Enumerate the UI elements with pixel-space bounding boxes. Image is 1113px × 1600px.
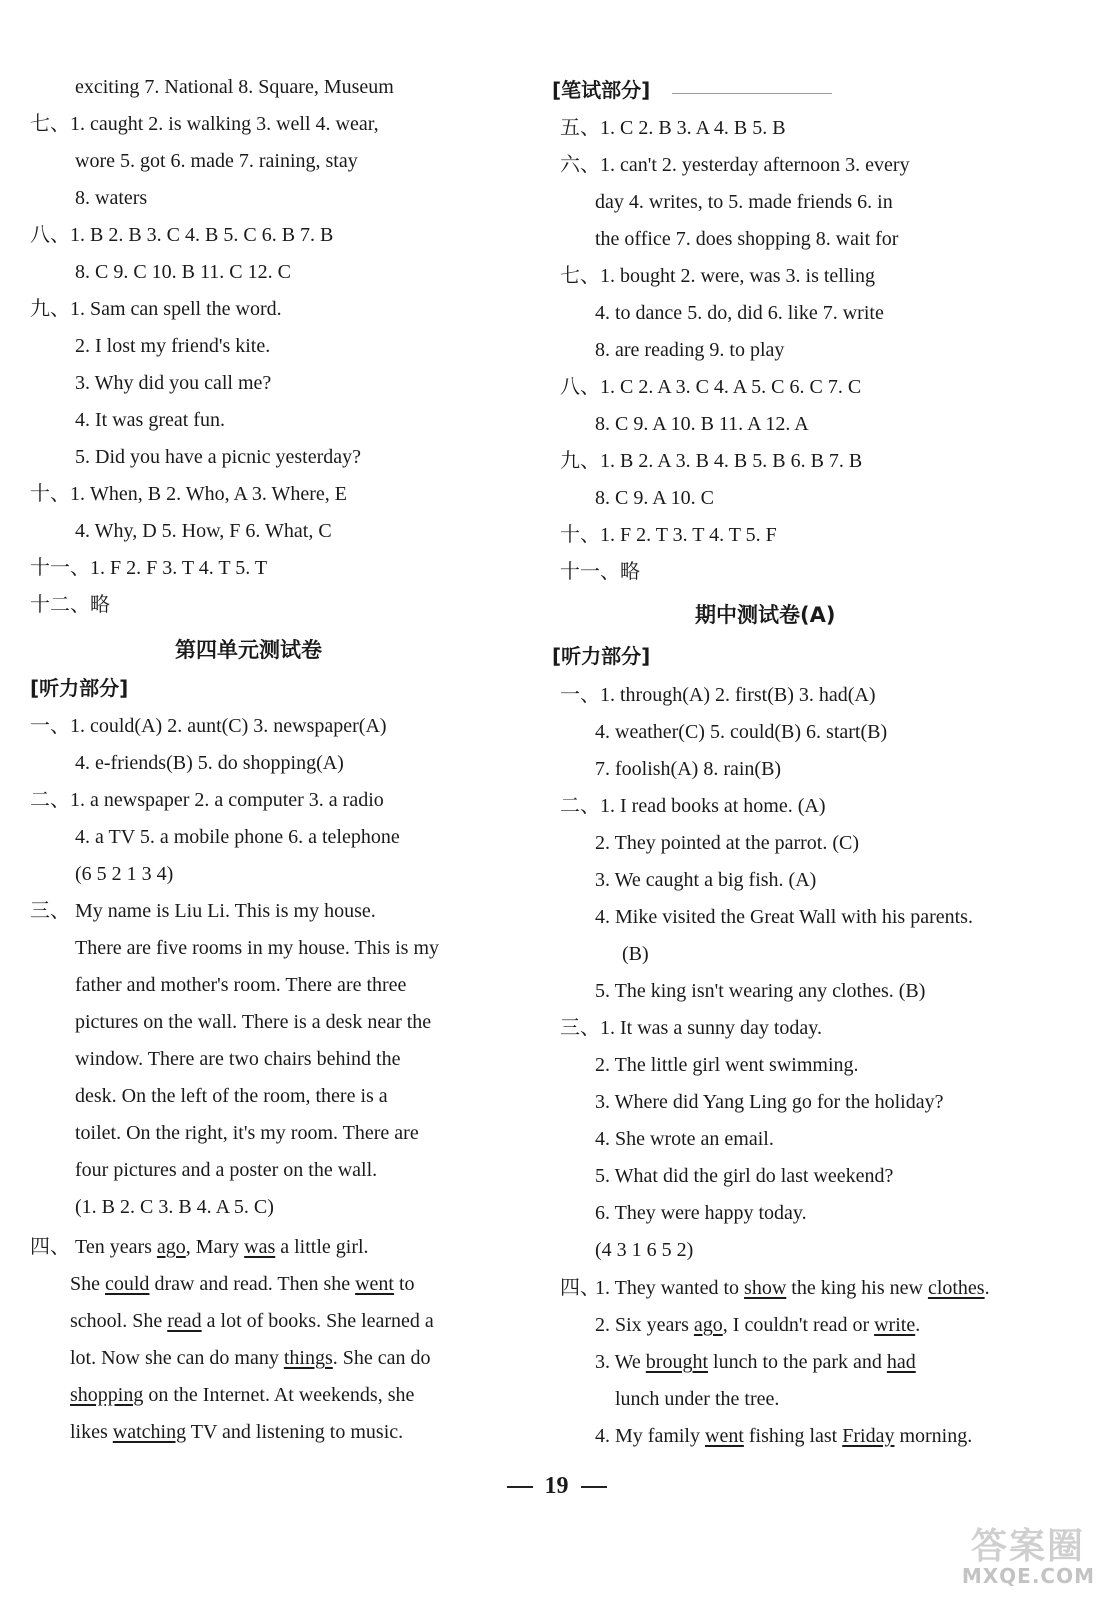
cloze-line: school. She read a lot of books. She learned a <box>70 1310 434 1332</box>
underlined-answer: show <box>744 1277 787 1299</box>
answer-line: window. There are two chairs behind the <box>75 1048 401 1070</box>
underlined-answer: Friday <box>842 1425 895 1447</box>
cloze-line: Ten years ago, Mary was a little girl. <box>75 1236 369 1258</box>
cloze-line: shopping on the Internet. At weekends, she <box>70 1384 415 1406</box>
answer-line: 七、1. bought 2. were, was 3. is telling <box>560 265 875 287</box>
underlined-answer: clothes <box>927 1277 985 1299</box>
answer-line: 十、1. F 2. T 3. T 4. T 5. F <box>560 524 777 546</box>
answer-line: 4. e-friends(B) 5. do shopping(A) <box>75 752 344 774</box>
answer-line: 7. foolish(A) 8. rain(B) <box>595 758 782 780</box>
answer-line: 5. The king isn't wearing any clothes. (B) <box>595 980 926 1002</box>
answer-line: day 4. writes, to 5. made friends 6. in <box>595 191 893 213</box>
answer-line: 4. weather(C) 5. could(B) 6. start(B) <box>595 721 888 743</box>
answer-line: 二、1. a newspaper 2. a computer 3. a radio <box>30 789 384 811</box>
answer-line: 4. It was great fun. <box>75 409 225 431</box>
answer-line: 5. What did the girl do last weekend? <box>595 1165 894 1187</box>
answer-line: 六、1. can't 2. yesterday afternoon 3. every <box>560 154 910 176</box>
section-four-label: 四、 <box>30 1236 70 1258</box>
underlined-answer: was <box>244 1236 276 1258</box>
answer-line: 2. They pointed at the parrot. (C) <box>595 832 860 854</box>
answer-line: 一、1. through(A) 2. first(B) 3. had(A) <box>560 684 876 706</box>
listening-label: [听力部分] <box>30 676 129 700</box>
answer-line: 3. We caught a big fish. (A) <box>595 869 817 891</box>
answer-line: 8. C 9. A 10. C <box>595 487 714 509</box>
page-number-dash-right <box>581 1486 607 1488</box>
answer-line: 三、 My name is Liu Li. This is my house. <box>30 900 376 922</box>
answer-line: 九、1. B 2. A 3. B 4. B 5. B 6. B 7. B <box>560 450 863 472</box>
answer-line: (B) <box>622 943 649 965</box>
answer-line: father and mother's room. There are three <box>75 974 407 996</box>
answer-line: wore 5. got 6. made 7. raining, stay <box>75 150 358 172</box>
cloze-line: lot. Now she can do many things. She can do <box>70 1347 431 1369</box>
answer-line: (4 3 1 6 5 2) <box>595 1239 694 1261</box>
answer-line: 8. are reading 9. to play <box>595 339 785 361</box>
answer-line: (1. B 2. C 3. B 4. A 5. C) <box>75 1196 274 1218</box>
answer-line: 三、1. It was a sunny day today. <box>560 1017 822 1039</box>
cloze-line: 2. Six years ago, I couldn't read or write. <box>595 1314 921 1336</box>
underlined-answer: went <box>355 1273 394 1295</box>
answer-line: 一、1. could(A) 2. aunt(C) 3. newspaper(A) <box>30 715 387 737</box>
answer-line: 4. She wrote an email. <box>595 1128 774 1150</box>
watermark-top-text: 答案圈 <box>970 1526 1085 1567</box>
cloze-line: 3. We brought lunch to the park and had <box>595 1351 916 1373</box>
page-number <box>0 1470 1113 1502</box>
cloze-line: likes watching TV and listening to music. <box>70 1421 404 1443</box>
answer-line: 8. C 9. A 10. B 11. A 12. A <box>595 413 809 435</box>
midterm-title: 期中测试卷(A) <box>695 603 836 627</box>
answer-line: 2. The little girl went swimming. <box>595 1054 859 1076</box>
cloze-line: She could draw and read. Then she went to <box>70 1273 415 1295</box>
answer-line: 3. Why did you call me? <box>75 372 272 394</box>
answer-line: 十二、略 <box>30 594 110 616</box>
answer-line: 八、1. B 2. B 3. C 4. B 5. C 6. B 7. B <box>30 224 334 246</box>
underlined-answer: shopping <box>70 1384 144 1406</box>
answer-line: toilet. On the right, it's my room. There are <box>75 1122 419 1144</box>
answer-line: 8. C 9. C 10. B 11. C 12. C <box>75 261 291 283</box>
answer-line: 十一、略 <box>560 561 640 583</box>
answer-line: 五、1. C 2. B 3. A 4. B 5. B <box>560 117 786 139</box>
underlined-answer: write <box>874 1314 916 1336</box>
answer-line: the office 7. does shopping 8. wait for <box>595 228 899 250</box>
answer-line: 4. Mike visited the Great Wall with his parents. <box>595 906 973 928</box>
answer-line: desk. On the left of the room, there is a <box>75 1085 388 1107</box>
answer-line: (6 5 2 1 3 4) <box>75 863 174 885</box>
underlined-answer: watching <box>112 1421 187 1443</box>
answer-line: exciting 7. National 8. Square, Museum <box>75 76 394 98</box>
page-number-text: 19 <box>544 1473 569 1499</box>
watermark-logo <box>925 1518 1095 1588</box>
watermark-bottom-text: MXQE.COM <box>961 1564 1095 1588</box>
answer-line: 九、1. Sam can spell the word. <box>30 298 282 320</box>
answer-line: 十、1. When, B 2. Who, A 3. Where, E <box>30 483 347 505</box>
answer-line: 2. I lost my friend's kite. <box>75 335 271 357</box>
section-four-label: 四、 <box>560 1277 600 1299</box>
answer-line: 4. Why, D 5. How, F 6. What, C <box>75 520 332 542</box>
underlined-answer: brought <box>645 1351 709 1373</box>
underlined-answer: read <box>167 1310 202 1332</box>
unit4-title: 第四单元测试卷 <box>175 638 322 662</box>
answer-line: 5. Did you have a picnic yesterday? <box>75 446 362 468</box>
answer-line: 3. Where did Yang Ling go for the holiday? <box>595 1091 944 1113</box>
cloze-line: lunch under the tree. <box>615 1388 780 1410</box>
underlined-answer: ago <box>693 1314 723 1336</box>
underlined-answer: could <box>105 1273 150 1295</box>
answer-line: 6. They were happy today. <box>595 1202 807 1224</box>
underlined-answer: went <box>705 1425 744 1447</box>
answer-line: There are five rooms in my house. This is my <box>75 937 440 959</box>
answer-line: 4. a TV 5. a mobile phone 6. a telephone <box>75 826 400 848</box>
listening-label: [听力部分] <box>552 644 651 668</box>
answer-line: four pictures and a poster on the wall. <box>75 1159 378 1181</box>
underlined-answer: ago <box>156 1236 186 1258</box>
written-label: [笔试部分] <box>552 78 651 102</box>
answer-line: 4. to dance 5. do, did 6. like 7. write <box>595 302 884 324</box>
cloze-line: 4. My family went fishing last Friday morning. <box>595 1425 973 1447</box>
answer-line: pictures on the wall. There is a desk near the <box>75 1011 432 1033</box>
answer-line: 8. waters <box>75 187 148 209</box>
answer-line: 十一、1. F 2. F 3. T 4. T 5. T <box>30 557 268 579</box>
answer-line: 二、1. I read books at home. (A) <box>560 795 826 817</box>
underlined-answer: had <box>886 1351 916 1373</box>
page-number-dash-left <box>507 1486 533 1488</box>
cloze-line: 1. They wanted to show the king his new clothes. <box>595 1277 990 1299</box>
written-label-rule <box>672 93 832 94</box>
answer-line: 七、1. caught 2. is walking 3. well 4. wear, <box>30 113 379 135</box>
answer-line: 八、1. C 2. A 3. C 4. A 5. C 6. C 7. C <box>560 376 862 398</box>
underlined-answer: things <box>283 1347 333 1369</box>
